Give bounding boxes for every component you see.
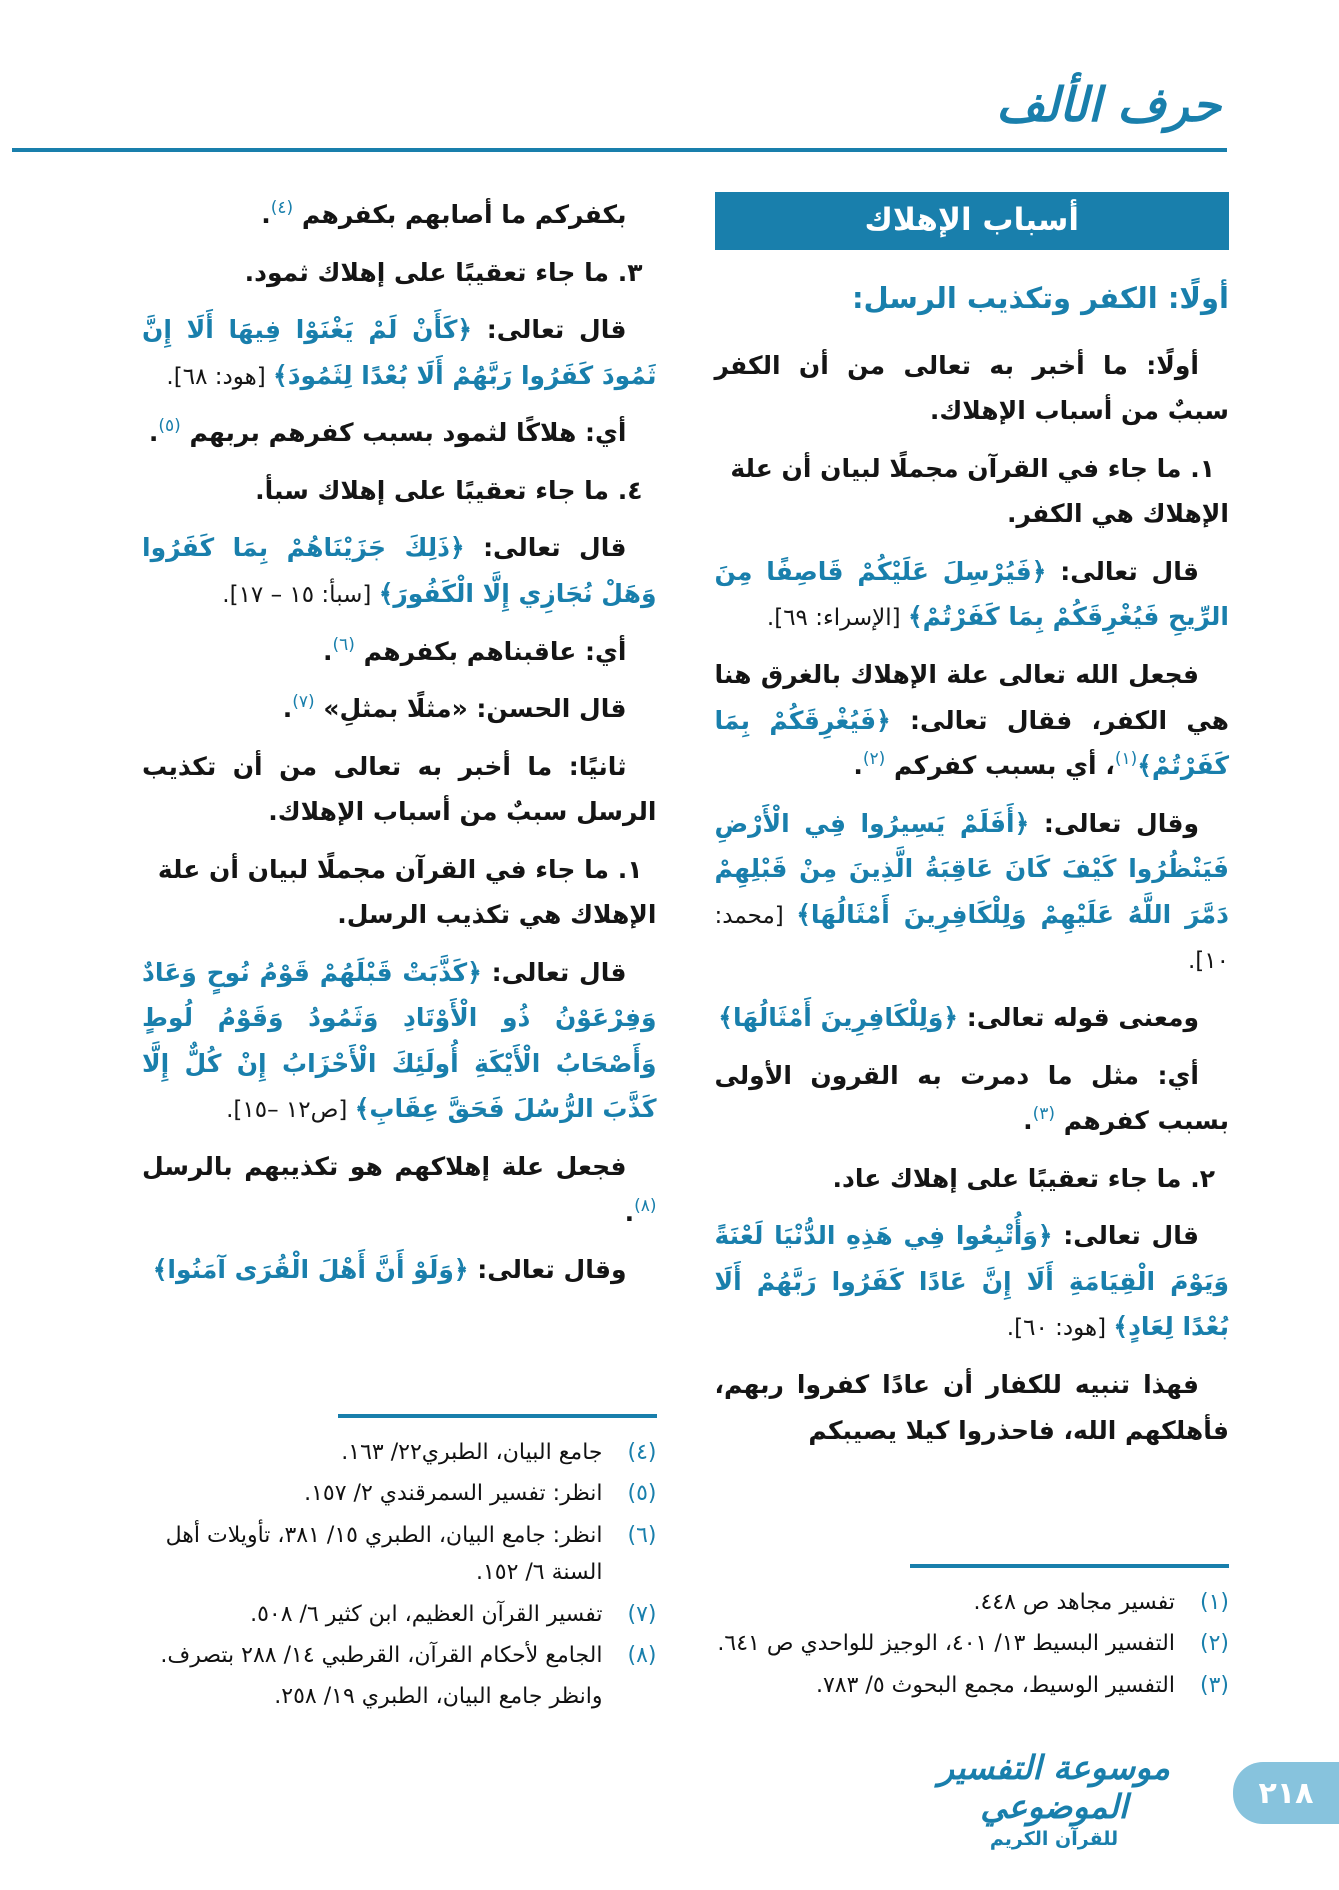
quran-verse: ﴿أَفَلَمْ يَسِيرُوا فِي الْأَرْضِ فَيَنْظُرُوا كَيْفَ كَانَ عَاقِبَةُ الَّذِينَ مِنْ قَبْلِهِمْ دَمَّرَ اللَّهُ عَلَيْهِمْ وَلِلْكَافِرِينَ أَمْثَالُهَا﴾ <box>714 808 1229 929</box>
footnote-text: تفسير مجاهد ص ٤٤٨. <box>973 1590 1175 1615</box>
footnote <box>142 1637 657 1674</box>
paragraph <box>142 847 657 938</box>
footnote-text: جامع البيان، الطبري٢٢/ ١٦٣. <box>341 1440 603 1465</box>
quran-verse: ﴿وَلَوْ أَنَّ أَهْلَ الْقُرَى آمَنُوا﴾ <box>152 1255 469 1285</box>
footnote-marker: (٧) <box>292 692 315 713</box>
quran-verse: ﴿ذَلِكَ جَزَيْنَاهُمْ بِمَا كَفَرُوا وَهَلْ نُجَازِي إِلَّا الْكَفُورَ﴾ <box>142 533 657 608</box>
body-text: فهذا تنبيه للكفار أن عادًا كفروا ربهم، فأهلكهم الله، فاحذروا كيلا يصيبكم <box>714 1370 1229 1445</box>
heading-text: أولًا: الكفر وتكذيب الرسل: <box>851 281 1229 315</box>
footnote-number: (٤) <box>627 1440 657 1465</box>
footnote-text: تفسير القرآن العظيم، ابن كثير ٦/ ٥٠٨. <box>250 1601 603 1627</box>
footnote-separator <box>338 1414 657 1418</box>
paragraph <box>715 1213 1230 1350</box>
footnote-marker: (٤) <box>270 198 294 218</box>
paragraph <box>142 410 657 456</box>
right-column-content <box>715 192 1230 1564</box>
footnote-text: انظر: تفسير السمرقندي ٢/ ١٥٧. <box>304 1481 603 1507</box>
quran-verse: ﴿كَذَّبَتْ قَبْلَهُمْ قَوْمُ نُوحٍ وَعَادٌ وَفِرْعَوْنُ ذُو الْأَوْتَادِ وَثَمُودُ وَقَوْمُ لُوطٍ وَأَصْحَابُ الْأَيْكَةِ أُولَئِكَ الْأَحْزَابُ إِنْ كُلٌّ إِلَّا كَذَّبَ الرُّسُلَ فَحَقَّ عِقَابِ﴾ <box>142 957 657 1124</box>
paragraph <box>715 995 1230 1041</box>
body-text: قال تعالى: <box>464 533 627 563</box>
body-text: فجعل الله تعالى علة الإهلاك بالغرق هنا هي الكفر، فقال تعالى: <box>714 660 1230 735</box>
footnote-marker: (١) <box>1114 749 1138 770</box>
left-footnotes <box>142 1434 657 1716</box>
header-rule <box>12 148 1227 152</box>
verse-reference: [سبأ: ١٥ – ١٧]. <box>222 581 379 608</box>
footnote-text: الجامع لأحكام القرآن، القرطبي ١٤/ ٢٨٨ بتصرف. <box>160 1642 603 1668</box>
footnote-marker: (٣) <box>1032 1104 1056 1125</box>
body-text: أولًا: ما أخبر به تعالى من أن الكفر سببٌ من أسباب الإهلاك. <box>714 350 1229 426</box>
left-column-content <box>142 192 657 1414</box>
body-text: بكفركم ما أصابهم بكفرهم <box>293 200 627 229</box>
paragraph <box>715 652 1230 789</box>
footnote <box>142 1517 657 1592</box>
footnote <box>142 1434 657 1471</box>
page-number-tab <box>1233 1762 1339 1824</box>
footnote <box>142 1475 657 1512</box>
quran-verse: ﴿كَأَنْ لَمْ يَغْنَوْا فِيهَا أَلَا إِنَّ ثَمُودَ كَفَرُوا رَبَّهُمْ أَلَا بُعْدًا لِثَمُودَ﴾ <box>142 315 657 390</box>
footnote-number: (١) <box>1199 1590 1229 1615</box>
publisher-logo <box>889 1748 1219 1850</box>
paragraph <box>715 801 1230 984</box>
paragraph <box>715 343 1230 434</box>
section-heading <box>715 272 1230 325</box>
body-text: أي: مثل ما دمرت به القرون الأولى بسبب كفرهم <box>714 1060 1229 1136</box>
footnote <box>715 1667 1230 1704</box>
footnote-text: التفسير الوسيط، مجمع البحوث ٥/ ٧٨٣. <box>815 1672 1175 1698</box>
page-number: ٢١٨ <box>1258 1775 1314 1811</box>
footnote-marker: (٢) <box>862 749 886 770</box>
paragraph <box>715 1362 1230 1453</box>
body-text: قال تعالى: <box>1052 1221 1199 1251</box>
quran-verse: ﴿وَأُتْبِعُوا فِي هَذِهِ الدُّنْيَا لَعْنَةً وَيَوْمَ الْقِيَامَةِ أَلَا إِنَّ عَادًا كَفَرُوا رَبَّهُمْ أَلَا بُعْدًا لِعَادٍ﴾ <box>714 1221 1229 1342</box>
verse-reference: [محمد: ١٠]. <box>714 902 1229 975</box>
logo-subtitle: للقرآن الكريم <box>989 1828 1119 1850</box>
quran-verse: ﴿فَيُرْسِلَ عَلَيْكُمْ قَاصِفًا مِنَ الرِّيحِ فَيُغْرِقَكُمْ بِمَا كَفَرْتُمْ﴾ <box>714 556 1229 632</box>
text-columns <box>142 192 1229 1720</box>
body-text: قال تعالى: <box>481 957 627 987</box>
paragraph <box>715 1053 1230 1144</box>
chapter-title: حرف الألف <box>996 78 1221 133</box>
body-text: . <box>323 636 333 666</box>
left-column <box>142 192 657 1720</box>
footnote-separator <box>910 1564 1229 1568</box>
body-text: ، أي بسبب كفركم <box>885 751 1115 781</box>
body-text: ثانيًا: ما أخبر به تعالى من أن تكذيب الرسل سببٌ من أسباب الإهلاك. <box>142 751 657 827</box>
verse-reference: [هود: ٦٠]. <box>1006 1315 1114 1342</box>
page-header <box>0 0 1339 155</box>
body-text: أي: هلاكًا لثمود بسبب كفرهم بربهم <box>180 418 627 448</box>
right-paragraphs <box>715 272 1230 1453</box>
right-footnotes <box>715 1584 1230 1704</box>
paragraph <box>715 1156 1230 1202</box>
body-text: وقال تعالى: <box>468 1255 627 1285</box>
paragraph <box>142 629 657 675</box>
body-text: . <box>624 1197 635 1227</box>
footnote-number: (٢) <box>1199 1631 1229 1657</box>
paragraph <box>142 250 657 296</box>
body-text: . <box>1023 1106 1033 1136</box>
right-column <box>715 192 1230 1708</box>
footnote-text: وانظر جامع البيان، الطبري ١٩/ ٢٥٨. <box>274 1684 603 1710</box>
footnote-marker: (٦) <box>332 634 355 655</box>
body-text: فجعل علة إهلاكهم هو تكذيبهم بالرسل <box>142 1152 627 1182</box>
footnote <box>715 1584 1230 1621</box>
body-text: وقال تعالى: <box>1029 808 1199 838</box>
paragraph <box>142 686 657 732</box>
section-banner: أسباب الإهلاك <box>715 192 1230 250</box>
paragraph <box>142 1144 657 1235</box>
verse-reference: [هود: ٦٨]. <box>166 363 274 390</box>
body-text: قال تعالى: <box>472 315 627 344</box>
body-text: . <box>853 751 863 781</box>
body-text: قال الحسن: «مثلًا بمثلِ» <box>314 694 627 724</box>
quran-verse: ﴿وَلِلْكَافِرِينَ أَمْثَالُهَا﴾ <box>718 1003 959 1033</box>
logo-title: موسوعة التفسير الموضوعي <box>938 1748 1170 1826</box>
footnote-number: (٥) <box>627 1481 657 1507</box>
footnote-text: انظر: جامع البيان، الطبري ١٥/ ٣٨١، تأويلات أهل السنة ٦/ ١٥٢. <box>165 1522 603 1586</box>
body-text: قال تعالى: <box>1046 556 1199 586</box>
footnote <box>142 1596 657 1633</box>
body-text: . <box>282 694 293 724</box>
paragraph <box>142 1247 657 1293</box>
verse-reference: [الإسراء: ٦٩]. <box>766 605 908 632</box>
left-paragraphs <box>142 192 657 1293</box>
footnote <box>142 1678 657 1715</box>
body-text: ومعنى قوله تعالى: <box>958 1003 1199 1033</box>
body-text: ٢. ما جاء تعقيبًا على إهلاك عاد. <box>832 1163 1215 1193</box>
verse-reference: [ص١٢ –١٥]. <box>226 1097 355 1124</box>
paragraph <box>715 446 1230 537</box>
paragraph <box>142 307 657 398</box>
body-text: ٣. ما جاء تعقيبًا على إهلاك ثمود. <box>244 257 643 287</box>
footnote-number: (٦) <box>627 1522 657 1548</box>
body-text: أي: عاقبناهم بكفرهم <box>354 636 627 666</box>
footnote-marker: (٥) <box>158 416 181 437</box>
quran-verse: ﴿فَيُغْرِقَكُمْ بِمَا كَفَرْتُمْ﴾ <box>714 705 1229 781</box>
paragraph <box>142 950 657 1132</box>
footnote-marker: (٨) <box>634 1195 657 1216</box>
paragraph <box>142 744 657 835</box>
footnote-number: (٨) <box>627 1642 657 1668</box>
body-text: . <box>148 418 159 448</box>
body-text: ٤. ما جاء تعقيبًا على إهلاك سبأ. <box>255 475 643 505</box>
body-text: ١. ما جاء في القرآن مجملًا لبيان أن علة الإهلاك هي الكفر. <box>730 453 1229 529</box>
paragraph <box>142 468 657 514</box>
footnote <box>715 1625 1230 1662</box>
footnote-number: (٣) <box>1199 1672 1229 1698</box>
paragraph <box>715 549 1230 640</box>
paragraph <box>142 525 657 616</box>
paragraph <box>142 192 657 238</box>
footnote-number: (٧) <box>627 1601 657 1627</box>
body-text: ١. ما جاء في القرآن مجملًا لبيان أن علة الإهلاك هي تكذيب الرسل. <box>157 854 657 930</box>
body-text: . <box>261 200 271 229</box>
footnote-text: التفسير البسيط ١٣/ ٤٠١، الوجيز للواحدي ص ٦٤١. <box>717 1631 1175 1657</box>
